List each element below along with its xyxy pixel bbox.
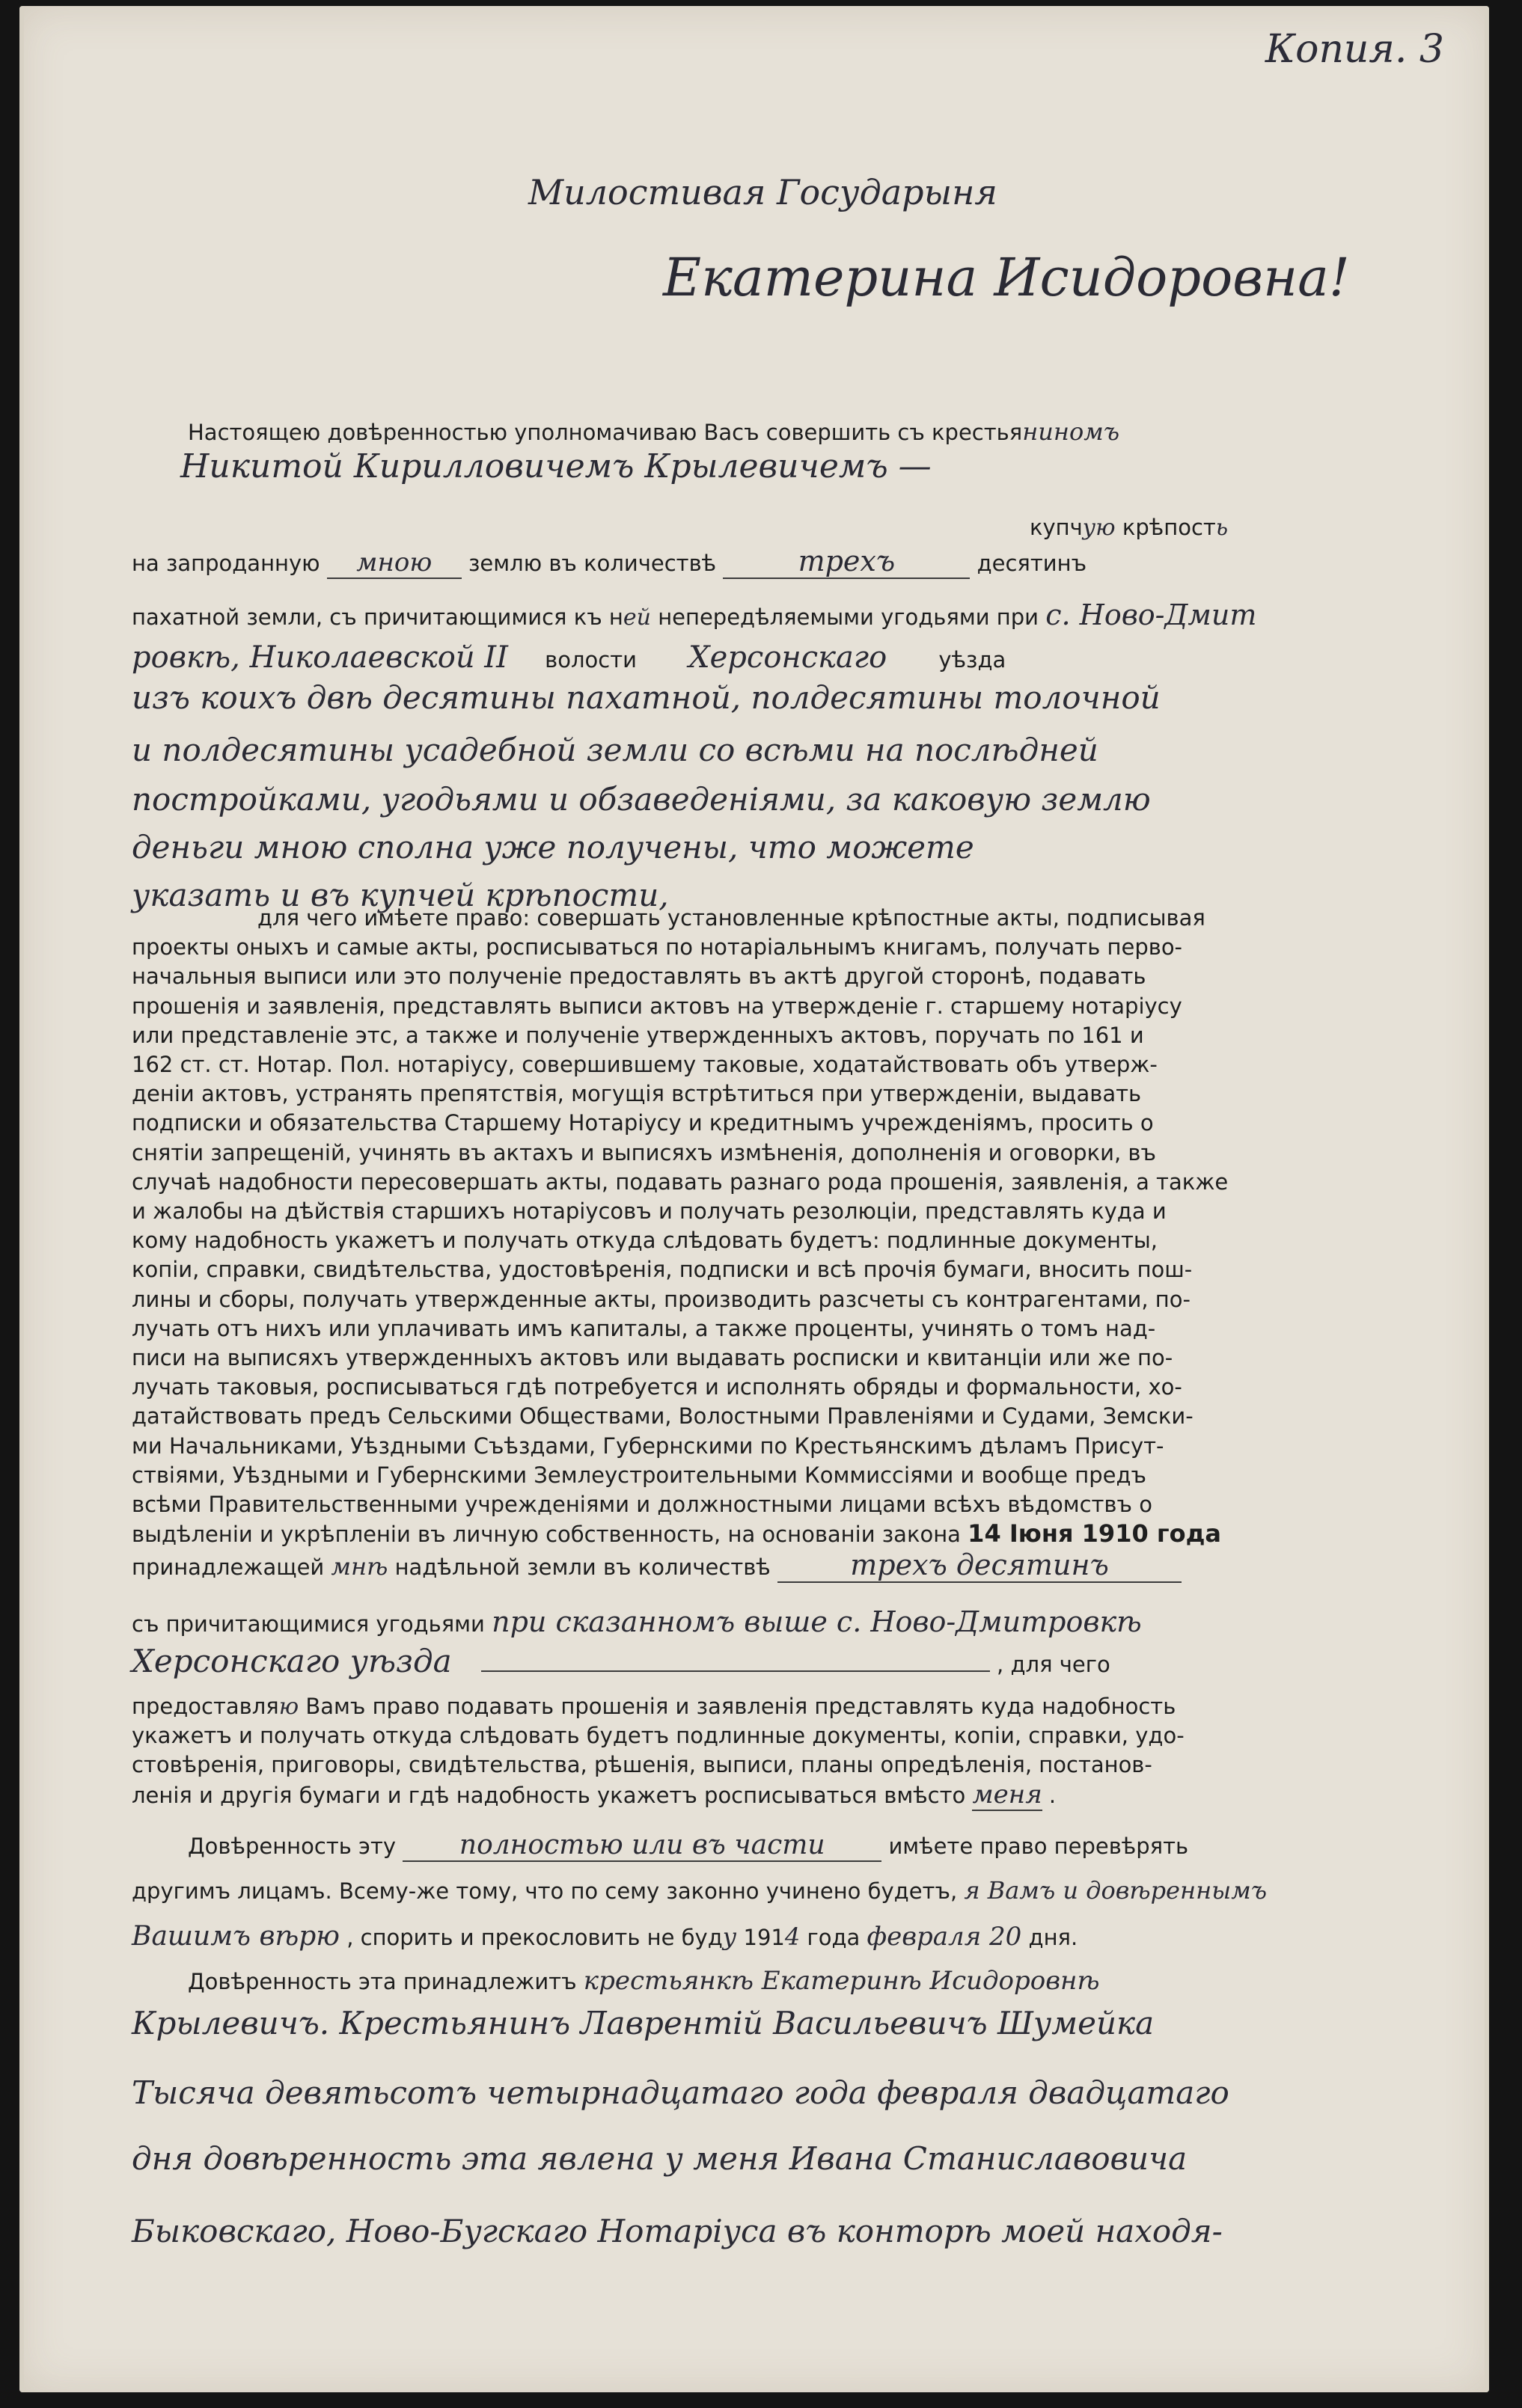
notary-line-2: дня довѣренность эта явлена у меня Ивана Станиславовича — [132, 2140, 1188, 2177]
intro-line-6: ровкѣ, Николаевской II волости Херсонскаго уѣзда — [132, 640, 1006, 675]
notary-line-3: Быковскаго, Ново-Бугскаго Нотаріуса въ конторѣ моей находя- — [132, 2213, 1223, 2249]
transfer-line-1: Довѣренность эту полностью или въ части имѣете право перевѣрять — [188, 1830, 1189, 1860]
belongs-line-2: Крылевичъ. Крестьянинъ Лаврентій Васильевичъ Шумейка — [132, 2005, 1155, 2041]
transfer-line-2: другимъ лицамъ. Всему-же тому, что по сему законно учинено будетъ, я Вамъ и довѣреннымъ — [132, 1876, 1268, 1905]
intro-line-3: купчую крѣпость — [1030, 515, 1229, 541]
intro-line-1: Настоящею довѣренностью уполномачиваю Васъ совершить съ крестьяниномъ — [188, 417, 1120, 446]
land2-line-1: принадлежащей мнѣ надѣльной земли въ количествѣ трехъ десятинъ — [132, 1548, 1182, 1583]
page-edge-right — [1485, 6, 1489, 2392]
copy-mark: Копия. 3 — [1265, 27, 1444, 72]
hand-line-4: деньги мною сполна уже получены, что можете — [132, 829, 974, 866]
hand-line-2: и полдесятины усадебной земли со всѣми на послѣдней — [132, 732, 1098, 768]
hand-line-3: постройками, угодьями и обзаведеніями, за каковую землю — [132, 781, 1151, 818]
provide-paragraph: предоставляю Вамъ право подавать прошенія и заявленія представлять куда надобность укажетъ и получать откуда слѣдовать будетъ подлинные документы, копіи, справки, удо- стовѣренія, приговоры, свидѣтельства, рѣшенія, выписи, планы опредѣленія, постанов- ленія и другія бумаги и гдѣ надобность укажетъ росписываться вмѣсто меня . — [132, 1694, 1185, 1810]
notary-line-1: Тысяча девятьсотъ четырнадцатаго года февраля двадцатаго — [132, 2074, 1229, 2111]
land2-line-3: Херсонскаго уѣзда , для чего — [132, 1643, 1110, 1679]
belongs-line-1: Довѣренность эта принадлежитъ крестьянкѣ Екатеринѣ Исидоровнѣ — [188, 1966, 1100, 1996]
intro-line-5: пахатной земли, съ причитающимися къ ней непередѣляемыми угодьями при с. Ново-Дмит — [132, 598, 1257, 631]
powers-paragraph: для чего имѣете право: совершать установленные крѣпостные акты, подписывая проекты оныхъ и самые акты, росписываться по нотаріальнымъ книгамъ, получать перво- начальныя выписи или это полученіе предоставлять въ актѣ другой сторонѣ, подавать прошенія и заявленія, представлять выписи актовъ на утвержденіе г. старшему нотаріусу или представленіе этс, а также и полученіе утвержденныхъ актовъ, поручать по 161 и 162 ст. ст. Нотар. Пол. нотаріусу, совершившему таковые, ходатайствовать объ утверж- деніи актовъ, устранять препятствія, могущія встрѣтиться при утвержденіи, выдавать подписки и обязательства Старшему Нотаріусу и кредитнымъ учрежденіямъ, просить о снятіи запрещеній, учинять въ актахъ и выписяхъ измѣненія, дополненія и оговорки, въ случаѣ надобности пересовершать акты, подавать разнаго рода прошенія, заявленія, а также и жалобы на дѣйствія старшихъ нотаріусовъ и получать резолюціи, представлять куда и кому надобность укажетъ и получать откуда слѣдовать будетъ: подлинные документы, копіи, справки, свидѣтельства, удостовѣренія, подписки и всѣ прочія бумаги, вносить пош- лины и сборы, получать утвержденные акты, производить разсчеты съ контрагентами, по- лучать отъ нихъ или уплачивать имъ капиталы, а также проценты, учинять о томъ над- писи на выписяхъ утвержденныхъ актовъ или выдавать росписки и квитанціи или же по- лучать таковыя, росписываться гдѣ потребуется и исполнять обряды и формальности, хо- датайствовать предъ Сельскими Обществами, Волостными Правленіями и Судами, Земски- ми Начальниками, Уѣздными Съѣздами, Губернскими по Крестьянскимъ дѣламъ Присут- ствіями, Уѣздными и Губернскими Землеустроительными Коммиссіями и вообще предъ всѣми Правительственными учрежденіями и должностными лицами всѣхъ вѣдомствъ о выдѣленіи и укрѣпленіи въ личную собственность, на основаніи закона 14 Іюня 1910 года — [132, 905, 1229, 1548]
intro-line-4: на запроданную мною землю въ количествѣ трехъ десятинъ — [132, 545, 1087, 578]
transfer-line-3: Вашимъ вѣрю , спорить и прекословить не буду 1914 года февраля 20 дня. — [132, 1921, 1078, 1952]
law-date: 14 Іюня 1910 года — [968, 1519, 1221, 1548]
intro-line-2-name: Никитой Кирилловичемъ Крылевичемъ — — [180, 447, 932, 485]
land2-line-2: съ причитающимися угодьями при сказанномъ выше с. Ново-Дмитровкѣ — [132, 1605, 1142, 1638]
hand-line-5: указать и въ купчей крѣпости, — [132, 877, 669, 913]
salutation-line-2: Екатерина Исидоровна! — [663, 247, 1350, 308]
document-page — [19, 6, 1489, 2392]
page-edge-left — [19, 6, 24, 2392]
hand-line-1: изъ коихъ двѣ десятины пахатной, полдесятины толочной — [132, 679, 1161, 716]
salutation-line-1: Милостивая Государыня — [528, 172, 997, 212]
